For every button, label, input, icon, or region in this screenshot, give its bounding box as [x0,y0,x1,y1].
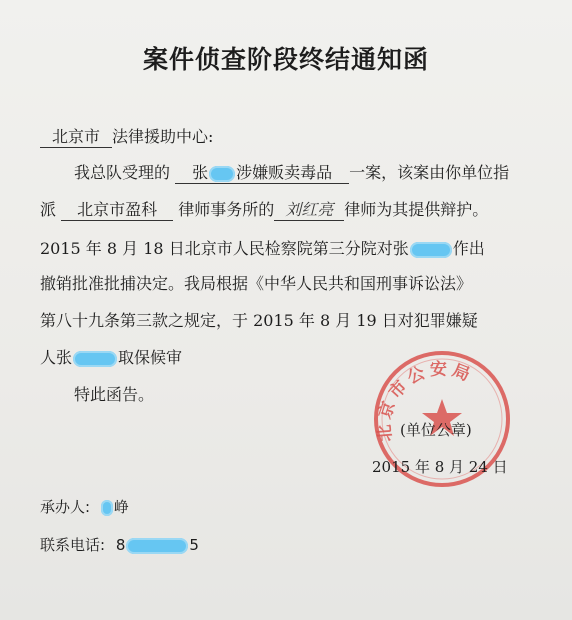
case-name-field: 张 涉嫌贩卖毒品 [175,160,349,184]
addressee-suffix: 法律援助中心: [112,127,214,146]
phone-label: 联系电话: [40,536,106,554]
addressee-line [40,124,213,148]
handler-line [40,496,129,517]
lawyer-signature: 刘红亮 [274,197,344,221]
body-line-3: 2015 年 8 月 18 日北京市人民检察院第三分院对张 作出 [40,239,485,258]
addressee-name: 北京市 [40,124,112,148]
seal-text: 北京市公安局 [374,359,477,443]
body-line-2: 派 北京市盈科 律师事务所的 刘红亮 律师为其提供辩护。 [40,197,488,221]
law-firm-field: 北京市盈科 [61,197,173,221]
redaction-mark [73,351,117,367]
stamp-label: (单位公章) [400,421,472,439]
redaction-mark [101,500,113,516]
handler-name: 峥 [113,498,129,516]
body-line-4: 撤销批准批捕决定。我局根据《中华人民共和国刑事诉讼法》 [40,274,473,293]
phone-prefix: 8 [115,536,126,554]
redaction-mark [209,166,235,182]
document-date: 2015 年 8 月 24 日 [372,458,508,476]
closing-line: 特此函告。 [74,385,155,404]
handler-label: 承办人: [40,498,91,516]
redaction-mark [410,242,452,258]
body-line-1: 我总队受理的 张 涉嫌贩卖毒品 一案，该案由你单位指 [74,160,509,184]
redaction-mark [126,538,188,554]
document-title: 案件侦查阶段终结通知函 [142,45,429,74]
body-line-6: 人张 取保候审 [40,348,183,367]
phone-line [40,534,199,555]
body-line-5: 第八十九条第三款之规定，于 2015 年 8 月 19 日对犯罪嫌疑 [40,311,478,330]
phone-suffix: 5 [189,536,199,554]
